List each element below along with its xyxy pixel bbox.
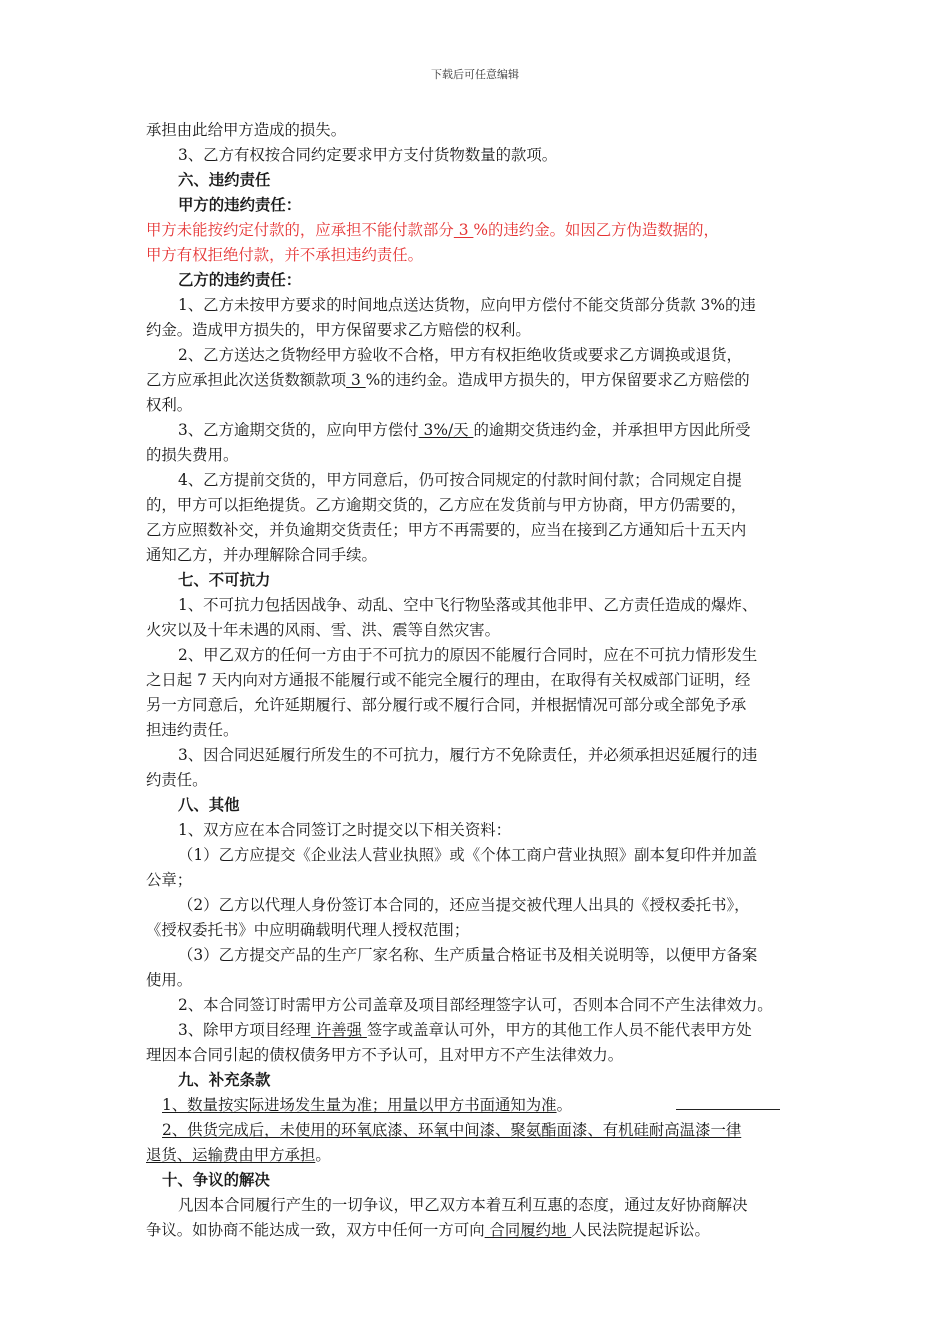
text-run: 通知乙方，并办理解除合同手续。 [146,546,377,564]
text-run: 《授权委托书》中应明确载明代理人授权范围； [146,921,470,939]
text-run: 承担由此给甲方造成的损失。 [146,121,347,139]
section-heading [178,270,301,290]
text-line [146,695,746,715]
text-line [146,120,346,140]
text-line [146,520,746,540]
text-run: 乙方的违约责任： [178,271,302,289]
section-heading [162,1170,270,1190]
text-run: 4、乙方提前交货的，甲方同意后，仍可按合同规定的付款时间付款；合同规定自提 [178,471,742,489]
text-line [162,1120,741,1140]
text-run: 1、不可抗力包括因战争、动乱、空中飞行物坠落或其他非甲、乙方责任造成的爆炸、 [178,596,758,614]
section-heading [178,795,240,815]
text-run: 3、除甲方项目经理 [178,1021,311,1039]
text-run: 约金。造成甲方损失的，甲方保留要求乙方赔偿的权利。 [146,321,531,339]
text-run: 的逾期交货违约金，并承担甲方因此所受 [473,421,751,439]
text-line [146,620,500,640]
text-line [178,470,742,490]
text-line [178,420,750,440]
text-run: %的违约金。造成甲方损失的，甲方保留要求乙方赔偿的 [365,371,750,389]
text-line [178,745,757,765]
text-run: 。 [315,1146,331,1164]
text-line [146,445,238,465]
text-line [178,295,756,315]
underlined-field: 2、供货完成后，未使用的环氧底漆、环氧中间漆、聚氨酯面漆、有机硅耐高温漆一律 [162,1121,742,1139]
underlined-field: 3%/天 [418,421,474,439]
text-line [162,1095,780,1115]
text-run: 的，甲方可以拒绝提货。乙方逾期交货的，乙方应在发货前与甲方协商，甲方仍需要的， [146,496,747,514]
text-line [146,395,192,415]
text-run: 1、双方应在本合同签订之时提交以下相关资料： [178,821,511,839]
underlined-field: 退货、运输费由甲方承担 [146,1146,316,1164]
text-run: 的损失费用。 [146,446,239,464]
text-line [146,1145,331,1165]
text-run: 2、甲乙双方的任何一方由于不可抗力的原因不能履行合同时，应在不可抗力情形发生 [178,646,758,664]
text-line [178,845,757,865]
text-run: 公章； [146,871,193,889]
text-run: 。 [556,1096,572,1114]
text-run: %的违约金。如因乙方伪造数据的， [473,221,719,239]
underlined-field: 许善强 [310,1021,367,1039]
text-run: 争议。如协商不能达成一致，双方中任何一方可向 [146,1221,485,1239]
text-run: （1）乙方应提交《企业法人营业执照》或《个体工商户营业执照》副本复印件并加盖 [178,846,758,864]
underlined-field: 合同履约地 [484,1221,572,1239]
text-line [146,720,238,740]
text-line [178,645,757,665]
text-run: 权利。 [146,396,193,414]
text-line [146,495,746,515]
text-run: 乙方应照数补交，并负逾期交货责任；甲方不再需要的，应当在接到乙方通知后十五天内 [146,521,747,539]
text-run: 3、乙方有权按合同约定要求甲方支付货物数量的款项。 [178,146,558,164]
blank-fill-line [676,1095,780,1110]
text-line [146,320,531,340]
section-heading [178,195,301,215]
text-line [178,945,757,965]
text-run: 甲方未能按约定付款的，应承担不能付款部分 [146,221,454,239]
text-run: 之日起 7 天内向对方通报不能履行或不能完全履行的理由，在取得有关权威部门证明，经 [146,671,751,689]
underlined-field: 1、数量按实际进场发生量为准；用量以甲方书面通知为准 [162,1096,557,1114]
text-line [178,145,557,165]
text-run: 八、其他 [178,796,240,814]
text-run: 1、乙方未按甲方要求的时间地点送达货物，应向甲方偿付不能交货部分货款 3%的违 [178,296,756,314]
text-line [178,595,757,615]
text-line [178,345,742,365]
text-run: 甲方的违约责任： [178,196,302,214]
text-line [146,970,192,990]
text-run: 十、争议的解决 [162,1171,270,1189]
text-line [178,820,511,840]
text-run: 人民法院提起诉讼。 [571,1221,710,1239]
text-line [146,1045,623,1065]
section-heading [178,170,270,190]
text-run: 火灾以及十年未遇的风雨、雪、洪、震等自然灾害。 [146,621,500,639]
text-line [178,1195,747,1215]
text-line [146,870,192,890]
text-line [178,995,773,1015]
text-run: 担违约责任。 [146,721,239,739]
text-run: 签字或盖章认可外，甲方的其他工作人员不能代表甲方处 [366,1021,752,1039]
underlined-field: 3 [453,221,474,239]
text-run: 2、本合同签订时需甲方公司盖章及项目部经理签字认可，否则本合同不产生法律效力。 [178,996,773,1014]
text-run: 约责任。 [146,771,208,789]
text-run: 凡因本合同履行产生的一切争议，甲乙双方本着互利互惠的态度，通过友好协商解决 [178,1196,748,1214]
text-run: 七、不可抗力 [178,571,271,589]
text-run: 九、补充条款 [178,1071,271,1089]
text-run: 2、乙方送达之货物经甲方验收不合格，甲方有权拒绝收货或要求乙方调换或退货， [178,346,742,364]
text-run: 甲方有权拒绝付款，并不承担违约责任。 [146,246,424,264]
text-line [146,545,377,565]
page-header: 下载后可任意编辑 [431,68,519,81]
text-run: （2）乙方以代理人身份签订本合同的，还应当提交被代理人出具的《授权委托书》， [178,896,750,914]
text-run: 另一方同意后，允许延期履行、部分履行或不履行合同，并根据情况可部分或全部免予承 [146,696,747,714]
text-run: 六、违约责任 [178,171,271,189]
text-line [178,895,750,915]
text-run: 乙方应承担此次送货数额款项 [146,371,347,389]
text-line [146,920,469,940]
underlined-field: 3 [346,371,366,389]
text-run: 理因本合同引起的债权债务甲方不予认可，且对甲方不产生法律效力。 [146,1046,624,1064]
text-line [146,670,750,690]
text-run: 3、乙方逾期交货的，应向甲方偿付 [178,421,419,439]
text-run: 使用。 [146,971,193,989]
text-run: 3、因合同迟延履行所发生的不可抗力，履行方不免除责任，并必须承担迟延履行的违 [178,746,758,764]
text-line [178,1020,752,1040]
text-line [146,245,423,265]
text-line [146,220,719,240]
text-line [146,370,750,390]
section-heading [178,1070,270,1090]
section-heading [178,570,270,590]
text-line [146,770,208,790]
text-line [146,1220,710,1240]
text-run: （3）乙方提交产品的生产厂家名称、生产质量合格证书及相关说明等，以便甲方备案 [178,946,758,964]
